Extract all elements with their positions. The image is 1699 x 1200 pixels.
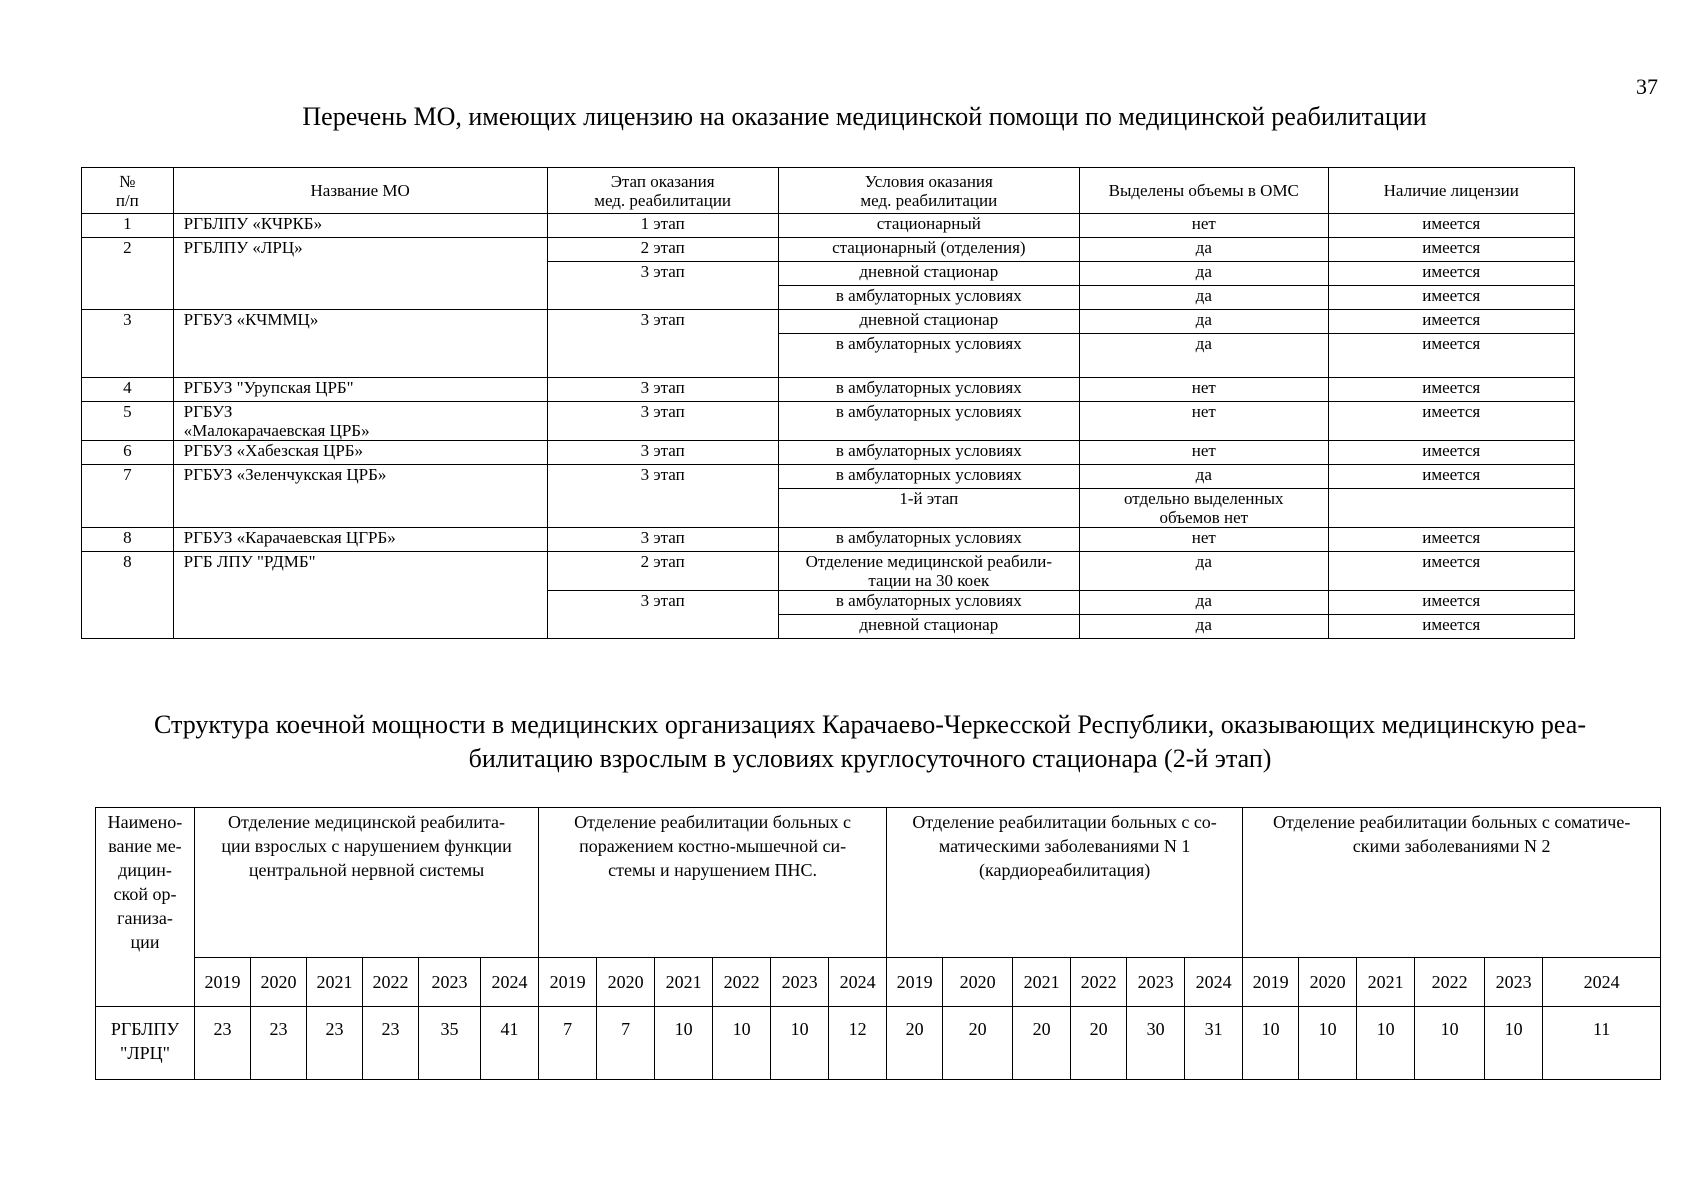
- row-license: имеется: [1328, 552, 1575, 591]
- row-license: имеется: [1328, 378, 1575, 402]
- row-stage: 3 этап: [547, 528, 778, 552]
- table-row: [82, 441, 1575, 465]
- row-stage: 3 этап: [547, 262, 778, 310]
- year-header: 2024: [1185, 958, 1243, 1007]
- row-oms: да: [1080, 591, 1328, 615]
- table-row: [82, 238, 1575, 262]
- year-header: 2024: [829, 958, 887, 1007]
- row-conditions: в амбулаторных условиях: [778, 441, 1079, 465]
- table-row: [82, 214, 1575, 238]
- bed-count: 23: [195, 1007, 251, 1080]
- bed-count: 10: [713, 1007, 771, 1080]
- header-conditions: Условия оказания мед. реабилитации: [778, 168, 1079, 214]
- bed-count: 20: [943, 1007, 1013, 1080]
- license-table: [81, 167, 1575, 639]
- year-header: 2019: [195, 958, 251, 1007]
- row-name: РГБУЗ "Урупская ЦРБ": [173, 378, 547, 402]
- header-stage: Этап оказания мед. реабилитации: [547, 168, 778, 214]
- table-row: [82, 402, 1575, 441]
- row-conditions: дневной стационар: [778, 262, 1079, 286]
- row-stage: 2 этап: [547, 238, 778, 262]
- row-license: имеется: [1328, 262, 1575, 286]
- row-oms: да: [1080, 310, 1328, 334]
- row-conditions: дневной стационар: [778, 310, 1079, 334]
- table-row: [82, 528, 1575, 552]
- bed-count: 23: [363, 1007, 419, 1080]
- bed-capacity-table: [95, 807, 1661, 1080]
- bed-count: 10: [771, 1007, 829, 1080]
- year-header: 2023: [1485, 958, 1543, 1007]
- bed-count: 41: [481, 1007, 539, 1080]
- year-header: 2020: [1299, 958, 1357, 1007]
- row-conditions: в амбулаторных условиях: [778, 378, 1079, 402]
- department-header: Отделение реабилитации больных с со- матическими заболеваниями N 1 (кардиореабилитация): [887, 808, 1243, 958]
- table-row: [82, 310, 1575, 334]
- bed-count: 7: [539, 1007, 597, 1080]
- bed-count: 20: [887, 1007, 943, 1080]
- bed-count: 30: [1127, 1007, 1185, 1080]
- row-name: РГБЛПУ «КЧРКБ»: [173, 214, 547, 238]
- row-oms: да: [1080, 552, 1328, 591]
- year-header: 2022: [363, 958, 419, 1007]
- row-oms: нет: [1080, 214, 1328, 238]
- row-oms: да: [1080, 334, 1328, 378]
- bed-count: 31: [1185, 1007, 1243, 1080]
- row-license: имеется: [1328, 402, 1575, 441]
- row-oms: да: [1080, 238, 1328, 262]
- row-stage: 3 этап: [547, 310, 778, 378]
- row-conditions: дневной стационар: [778, 615, 1079, 639]
- year-header: 2022: [713, 958, 771, 1007]
- row-stage: 3 этап: [547, 441, 778, 465]
- row-name: РГБЛПУ «ЛРЦ»: [173, 238, 547, 310]
- department-header: Отделение медицинской реабилита- ции взрослых с нарушением функции центральной нервной системы: [195, 808, 539, 958]
- year-header: 2023: [419, 958, 481, 1007]
- row-license: имеется: [1328, 441, 1575, 465]
- year-header: 2019: [1243, 958, 1299, 1007]
- row-license: имеется: [1328, 286, 1575, 310]
- header-oms: Выделены объемы в ОМС: [1080, 168, 1328, 214]
- row-conditions: в амбулаторных условиях: [778, 402, 1079, 441]
- row-oms: нет: [1080, 528, 1328, 552]
- bed-count: 20: [1013, 1007, 1071, 1080]
- row-stage: 3 этап: [547, 402, 778, 441]
- row-name: РГБУЗ «Малокарачаевская ЦРБ»: [173, 402, 547, 441]
- row-license: имеется: [1328, 528, 1575, 552]
- row-conditions: в амбулаторных условиях: [778, 591, 1079, 615]
- bed-count: 23: [307, 1007, 363, 1080]
- row-stage: 1 этап: [547, 214, 778, 238]
- year-header: 2019: [887, 958, 943, 1007]
- row-conditions: в амбулаторных условиях: [778, 286, 1079, 310]
- row-conditions: 1-й этап: [778, 489, 1079, 528]
- year-header: 2023: [1127, 958, 1185, 1007]
- row-conditions: Отделение медицинской реабили- тации на 30 коек: [778, 552, 1079, 591]
- row-license: [1328, 489, 1575, 528]
- year-header: 2024: [481, 958, 539, 1007]
- year-header: 2021: [307, 958, 363, 1007]
- row-license: имеется: [1328, 465, 1575, 489]
- row-oms: отдельно выделенных объемов нет: [1080, 489, 1328, 528]
- row-license: имеется: [1328, 310, 1575, 334]
- row-stage: 2 этап: [547, 552, 778, 591]
- row-num: 7: [82, 465, 174, 528]
- row-conditions: в амбулаторных условиях: [778, 528, 1079, 552]
- row-oms: нет: [1080, 402, 1328, 441]
- year-header: 2020: [943, 958, 1013, 1007]
- row-conditions: стационарный (отделения): [778, 238, 1079, 262]
- header-name: Название МО: [173, 168, 547, 214]
- row-num: 3: [82, 310, 174, 378]
- row-num: 5: [82, 402, 174, 441]
- header-license: Наличие лицензии: [1328, 168, 1575, 214]
- bed-count: 10: [1485, 1007, 1543, 1080]
- year-header: 2024: [1543, 958, 1661, 1007]
- bed-count: 7: [597, 1007, 655, 1080]
- row-name: РГБУЗ «Карачаевская ЦГРБ»: [173, 528, 547, 552]
- bed-count: 10: [1299, 1007, 1357, 1080]
- header-org: Наимено- вание ме- дицин- ской ор- ганиза- ции: [96, 808, 195, 1007]
- row-license: имеется: [1328, 591, 1575, 615]
- row-name: РГБУЗ «Хабезская ЦРБ»: [173, 441, 547, 465]
- row-oms: да: [1080, 615, 1328, 639]
- row-num: 1: [82, 214, 174, 238]
- row-num: 8: [82, 552, 174, 639]
- row-oms: да: [1080, 286, 1328, 310]
- bed-count: 23: [251, 1007, 307, 1080]
- department-header: Отделение реабилитации больных с поражением костно-мышечной си- стемы и нарушением ПНС.: [539, 808, 887, 958]
- year-header: 2021: [1013, 958, 1071, 1007]
- row-num: 6: [82, 441, 174, 465]
- row-conditions: в амбулаторных условиях: [778, 334, 1079, 378]
- row-license: имеется: [1328, 214, 1575, 238]
- table-row: [82, 378, 1575, 402]
- bed-count: 10: [655, 1007, 713, 1080]
- bed-count: 12: [829, 1007, 887, 1080]
- row-num: 4: [82, 378, 174, 402]
- row-num: 2: [82, 238, 174, 310]
- row-stage: 3 этап: [547, 465, 778, 528]
- bed-count: 20: [1071, 1007, 1127, 1080]
- row-oms: нет: [1080, 441, 1328, 465]
- row-stage: 3 этап: [547, 591, 778, 639]
- table-row: [82, 465, 1575, 489]
- table1-title: Перечень МО, имеющих лицензию на оказание медицинской помощи по медицинской реабилитации: [302, 102, 1427, 131]
- year-header: 2022: [1415, 958, 1485, 1007]
- year-header: 2022: [1071, 958, 1127, 1007]
- row-num: 8: [82, 528, 174, 552]
- row-conditions: в амбулаторных условиях: [778, 465, 1079, 489]
- bed-count: 35: [419, 1007, 481, 1080]
- row-license: имеется: [1328, 238, 1575, 262]
- row-license: имеется: [1328, 615, 1575, 639]
- row-oms: нет: [1080, 378, 1328, 402]
- row-license: имеется: [1328, 334, 1575, 378]
- row-name: РГБ ЛПУ "РДМБ": [173, 552, 547, 639]
- bed-count: 10: [1415, 1007, 1485, 1080]
- row-oms: да: [1080, 465, 1328, 489]
- row-name: РГБУЗ «Зеленчукская ЦРБ»: [173, 465, 547, 528]
- department-header: Отделение реабилитации больных с соматиче- скими заболеваниями N 2: [1243, 808, 1661, 958]
- year-header: 2020: [251, 958, 307, 1007]
- bed-count: 10: [1357, 1007, 1415, 1080]
- row-conditions: стационарный: [778, 214, 1079, 238]
- table-row: [82, 552, 1575, 591]
- header-num: № п/п: [82, 168, 174, 214]
- bed-count: 11: [1543, 1007, 1661, 1080]
- year-header: 2021: [1357, 958, 1415, 1007]
- year-header: 2021: [655, 958, 713, 1007]
- year-header: 2020: [597, 958, 655, 1007]
- page-number: 37: [1636, 74, 1658, 99]
- row-oms: да: [1080, 262, 1328, 286]
- table2-title: Структура коечной мощности в медицинских организациях Карачаево-Черкесской Республики, оказывающих медицинскую реа- билитацию взрослым в условиях круглосуточного стационара (2-й этап): [154, 710, 1586, 773]
- row-name: РГБУЗ «КЧММЦ»: [173, 310, 547, 378]
- year-header: 2019: [539, 958, 597, 1007]
- org-name: РГБЛПУ "ЛРЦ": [96, 1007, 195, 1080]
- year-header: 2023: [771, 958, 829, 1007]
- row-stage: 3 этап: [547, 378, 778, 402]
- bed-count: 10: [1243, 1007, 1299, 1080]
